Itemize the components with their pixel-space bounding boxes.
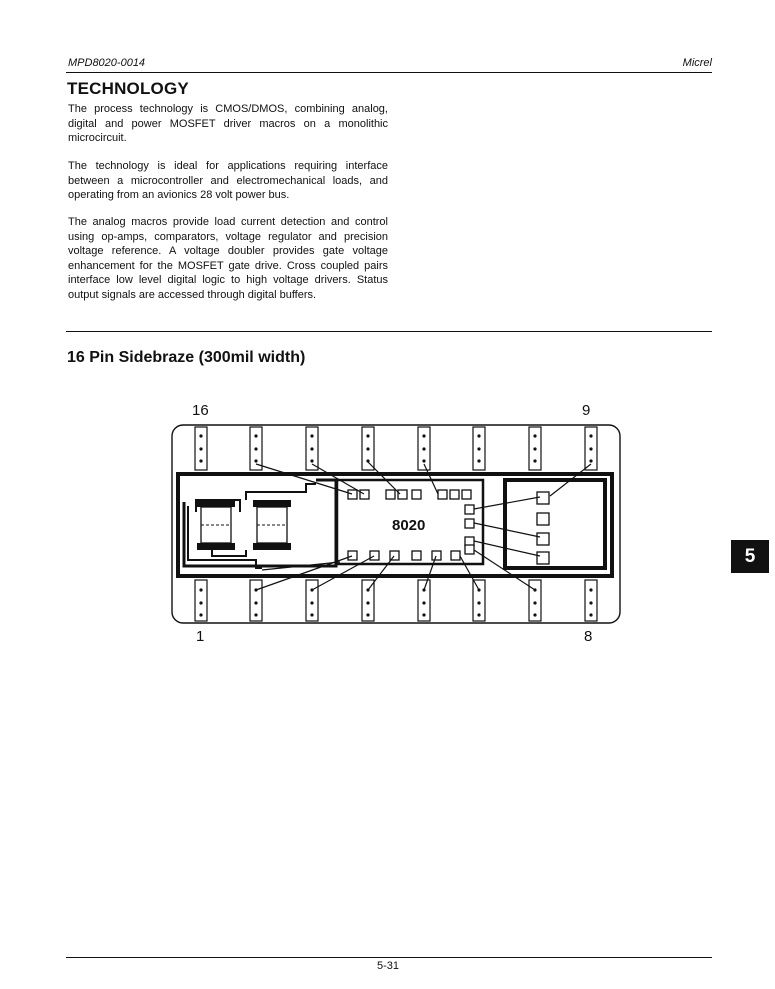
mosfet-die [505,480,605,568]
section-title: TECHNOLOGY [67,79,189,98]
paragraph-analog-macros: The analog macros provide load current detection and control using op-amps, comparators, voltage regulator and precision voltage reference. A voltage doubler provides gate voltage enhancement for the MOSFET gate drive. Cross coupled pairs interface low level digital logic to high voltage drivers. Status output signals are accessed through digital buffers. [68,216,388,301]
paragraph-process: The process technology is CMOS/DMOS, combining analog, digital and power MOSFET driver macros on a monolithic microcircuit. [68,103,388,144]
pin-label-8: 8 [584,628,593,645]
company-name: Micrel [682,57,712,69]
footer-rule [66,957,712,958]
die-label: 8020 [392,517,426,534]
paragraph-applications: The technology is ideal for applications requiring interface between a microcontroller and electromechanical loads, and operating from an avionics 28 volt power bus. [68,160,388,201]
pin-label-9: 9 [582,402,591,419]
document-id: MPD8020-0014 [68,57,146,69]
capacitor-2 [253,500,291,550]
chapter-tab: 5 [731,540,769,573]
page-number: 5-31 [377,960,400,972]
package-title: 16 Pin Sidebraze (300mil width) [67,349,306,366]
pin-label-16: 16 [192,402,209,419]
capacitor-1 [197,500,235,550]
pin-label-1: 1 [196,628,205,645]
